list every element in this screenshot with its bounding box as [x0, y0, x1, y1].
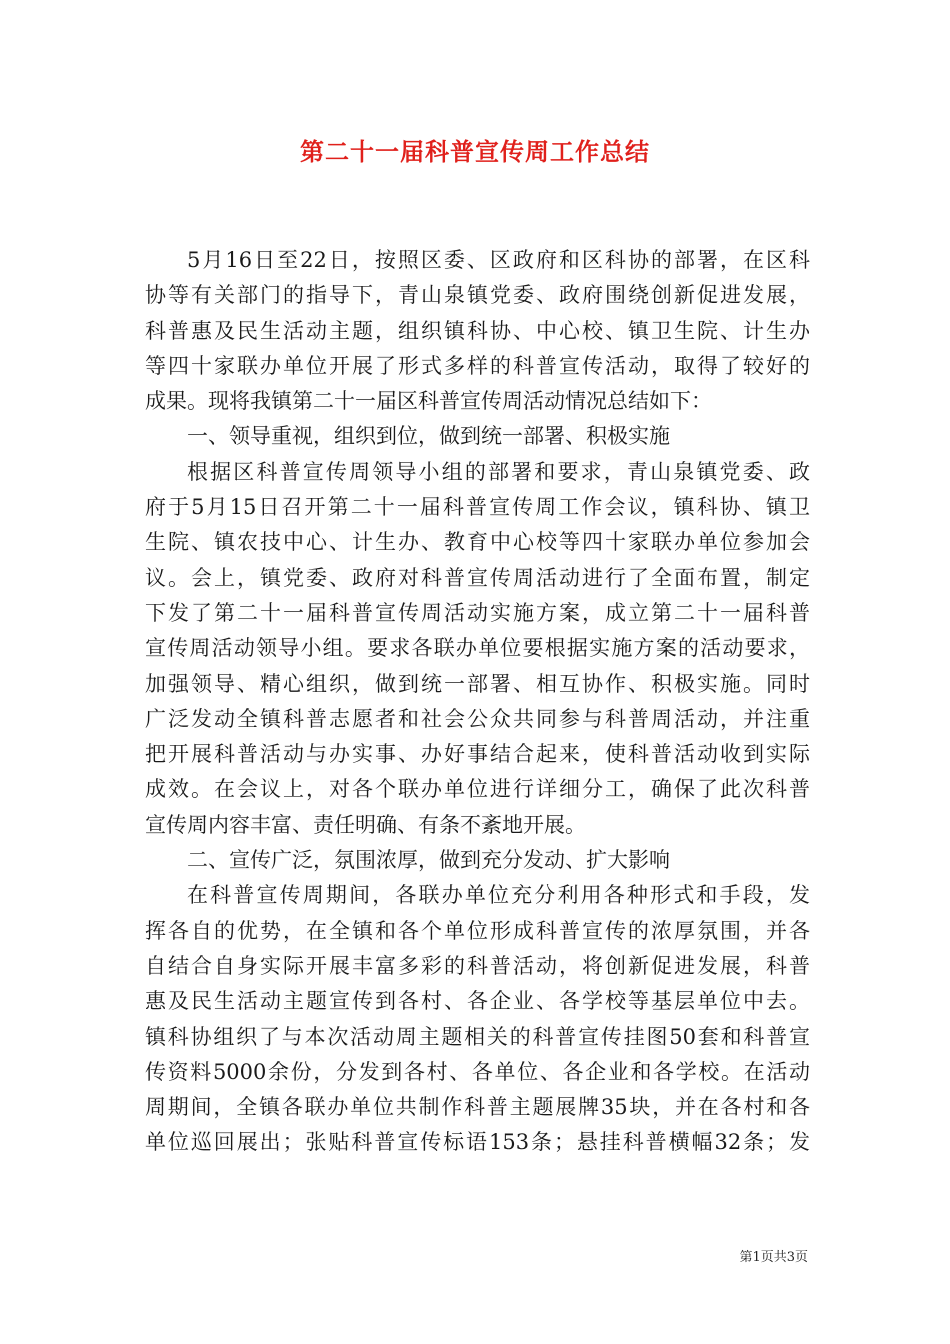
- text-line: 下发了第二十一届科普宣传周活动实施方案，成立第二十一届科普: [145, 600, 810, 625]
- text-line: 生院、镇农技中心、计生办、教育中心校等四十家联办单位参加会: [145, 530, 810, 555]
- text-line: 成效。在会议上，对各个联办单位进行详细分工，确保了此次科普: [145, 777, 810, 802]
- text-line: 广泛发动全镇科普志愿者和社会公众共同参与科普周活动，并注重: [145, 706, 810, 731]
- document-title: 第二十一届科普宣传周工作总结: [300, 137, 650, 166]
- text-line: 5月16日至22日，按照区委、区政府和区科协的部署，在区科: [187, 248, 810, 272]
- page-footer: 第1页共3页: [739, 1250, 808, 1265]
- text-line: 加强领导、精心组织，做到统一部署、相互协作、积极实施。同时: [145, 671, 810, 696]
- text-line: 自结合自身实际开展丰富多彩的科普活动，将创新促进发展，科普: [145, 953, 810, 978]
- document-body: [145, 243, 810, 1161]
- text-line: 宣传周活动领导小组。要求各联办单位要根据实施方案的活动要求，: [145, 636, 810, 661]
- text-line: 协等有关部门的指导下，青山泉镇党委、政府围绕创新促进发展，: [145, 283, 810, 308]
- text-line: 惠及民生活动主题宣传到各村、各企业、各学校等基层单位中去。: [145, 989, 810, 1014]
- text-line: 镇科协组织了与本次活动周主题相关的科普宣传挂图50套和科普宣: [145, 1024, 810, 1049]
- text-line: 府于5月15日召开第二十一届科普宣传周工作会议，镇科协、镇卫: [145, 495, 810, 520]
- text-line: 一、领导重视，组织到位，做到统一部署、积极实施: [187, 424, 670, 449]
- text-line: 二、宣传广泛，氛围浓厚，做到充分发动、扩大影响: [187, 848, 670, 873]
- text-line: 根据区科普宣传周领导小组的部署和要求，青山泉镇党委、政: [187, 459, 810, 484]
- text-line: 传资料5000余份，分发到各村、各单位、各企业和各学校。在活动: [145, 1059, 810, 1084]
- text-line: 议。会上，镇党委、政府对科普宣传周活动进行了全面布置，制定: [145, 565, 810, 590]
- text-line: 单位巡回展出；张贴科普宣传标语153条；悬挂科普横幅32条；发: [145, 1130, 810, 1155]
- text-line: 成果。现将我镇第二十一届区科普宣传周活动情况总结如下：: [145, 389, 712, 414]
- text-line: 周期间，全镇各联办单位共制作科普主题展牌35块，并在各村和各: [145, 1095, 810, 1120]
- text-line: 宣传周内容丰富、责任明确、有条不紊地开展。: [145, 812, 586, 837]
- text-line: 挥各自的优势，在全镇和各个单位形成科普宣传的浓厚氛围，并各: [145, 918, 810, 943]
- text-line: 在科普宣传周期间，各联办单位充分利用各种形式和手段，发: [187, 883, 810, 908]
- text-line: 把开展科普活动与办实事、办好事结合起来，使科普活动收到实际: [145, 742, 810, 767]
- text-line: 等四十家联办单位开展了形式多样的科普宣传活动，取得了较好的: [145, 353, 810, 378]
- text-line: 科普惠及民生活动主题，组织镇科协、中心校、镇卫生院、计生办: [145, 318, 810, 343]
